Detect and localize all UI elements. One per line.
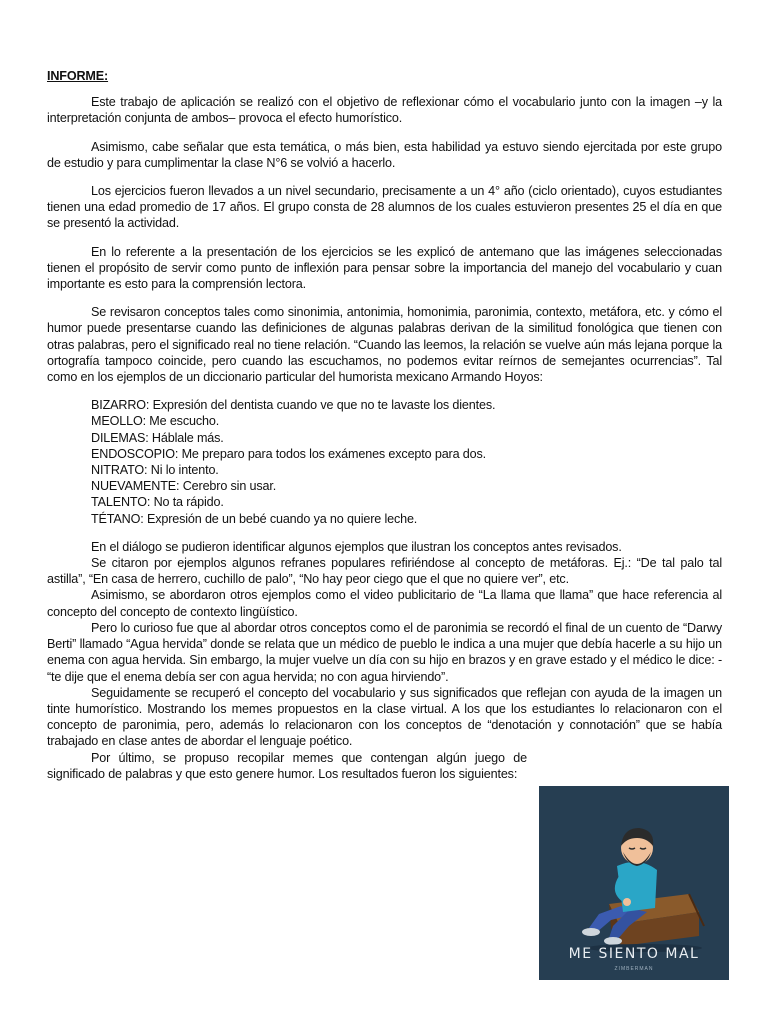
paragraph-concepts: Se revisaron conceptos tales como sinonimia, antonimia, homonimia, paronimia, contexto, metáfora, etc. y cómo el humor puede presentarse cuando las definiciones de algunas palabras derivan de la similitud fonológica que tienen con otras palabras, pero el significado real no tiene relación. “Cuando las leemos, la relación se vuelve aún más lejana porque la ortografía tampoco coincide, pero cuando las escuchamos, no podemos evitar reírnos de semejantes ocurrencias”. Tal como en los ejemplos de un diccionario particular del humorista mexicano Armando Hoyos: — [47, 305, 722, 385]
document-page — [47, 68, 722, 782]
definition-item: ENDOSCOPIO: Me preparo para todos los exámenes excepto para dos. — [91, 446, 486, 461]
paragraph-objective: Este trabajo de aplicación se realizó con el objetivo de reflexionar cómo el vocabulario junto con la imagen –y la interpretación conjunta de ambos– provoca el efecto humorístico. — [47, 95, 722, 126]
meme-signature: ZIMBERMAN — [614, 966, 654, 972]
paragraph-results: Por último, se propuso recopilar memes que contengan algún juego de significado de palabras y que esto genere humor. Los resultados fueron los siguientes: — [47, 750, 527, 781]
report-heading: INFORME: — [47, 69, 109, 83]
paragraph-memes: Seguidamente se recuperó el concepto del vocabulario y sus significados que reflejan con ayuda de la imagen un tinte humorístico. Mostrando los memes propuestos en la clase virtual. A los que los estudiantes lo relacionaron con el concepto de paronimia, pero, además lo relacionaron con los conceptos de “denotación y connotación” que se había trabajado en clase antes de abordar el lenguaje poético. — [47, 685, 722, 749]
paragraph-refranes: Se citaron por ejemplos algunos refranes populares refiriéndose al concepto de metáforas. Ej.: “De tal palo tal astilla”, “En casa de herrero, cuchillo de palo”, “No hay peor ciego que el que no quiere ver”, etc. — [47, 556, 722, 587]
definition-item: BIZARRO: Expresión del dentista cuando ve que no te lavaste los dientes. — [91, 398, 496, 413]
definition-item: MEOLLO: Me escucho. — [91, 414, 220, 429]
definition-list — [91, 397, 722, 527]
meme-image — [539, 786, 729, 980]
definition-item: TALENTO: No ta rápido. — [91, 495, 224, 510]
paragraph-presentation: En lo referente a la presentación de los ejercicios se les explicó de antemano que las imágenes seleccionadas tienen el propósito de servir como punto de inflexión para pensar sobre la importancia del manejo del vocabulario y cuan importante es esto para la comprensión lectora. — [47, 244, 722, 292]
paragraph-llama: Asimismo, se abordaron otros ejemplos como el video publicitario de “La llama que llama” que hace referencia al concepto del concepto de contexto lingüístico. — [47, 588, 722, 619]
dialogue-section — [47, 539, 722, 782]
meme-caption: ME SIENTO MAL — [568, 946, 700, 962]
definition-item: NITRATO: Ni lo intento. — [91, 463, 219, 478]
paragraph-study-group: Asimismo, cabe señalar que esta temática, o más bien, esta habilidad ya estuvo siendo ejercitada por este grupo de estudio y para cumplimentar la clase N°6 se volvió a hacerlo. — [47, 139, 722, 170]
definition-item: DILEMAS: Háblale más. — [91, 430, 224, 445]
definition-item: TÉTANO: Expresión de un bebé cuando ya no quiere leche. — [91, 511, 418, 526]
paragraph-level: Los ejercicios fueron llevados a un nivel secundario, precisamente a un 4° año (ciclo orientado), cuyos estudiantes tienen una edad promedio de 17 años. El grupo consta de 28 alumnos de los cuales estuvieron presentes 25 el día en que se presentó la actividad. — [47, 184, 722, 231]
definition-item: NUEVAMENTE: Cerebro sin usar. — [91, 479, 277, 494]
paragraph-paronimia: Pero lo curioso fue que al abordar otros conceptos como el de paronimia se recordó el final de un cuento de “Darwy Berti” llamado “Agua hervida” donde se relata que un médico de pueblo le indica a una mujer que debía hacerle a su hijo un enema con agua hervida. Sin embargo, la mujer vuelve un día con su hijo en brazos y en grave estado y el médico le dice: - “te dije que el enema debía ser con agua hervida; no con agua hirviendo”. — [47, 620, 722, 684]
paragraph-dialogue: En el diálogo se pudieron identificar algunos ejemplos que ilustran los conceptos antes revisados. — [91, 539, 622, 554]
